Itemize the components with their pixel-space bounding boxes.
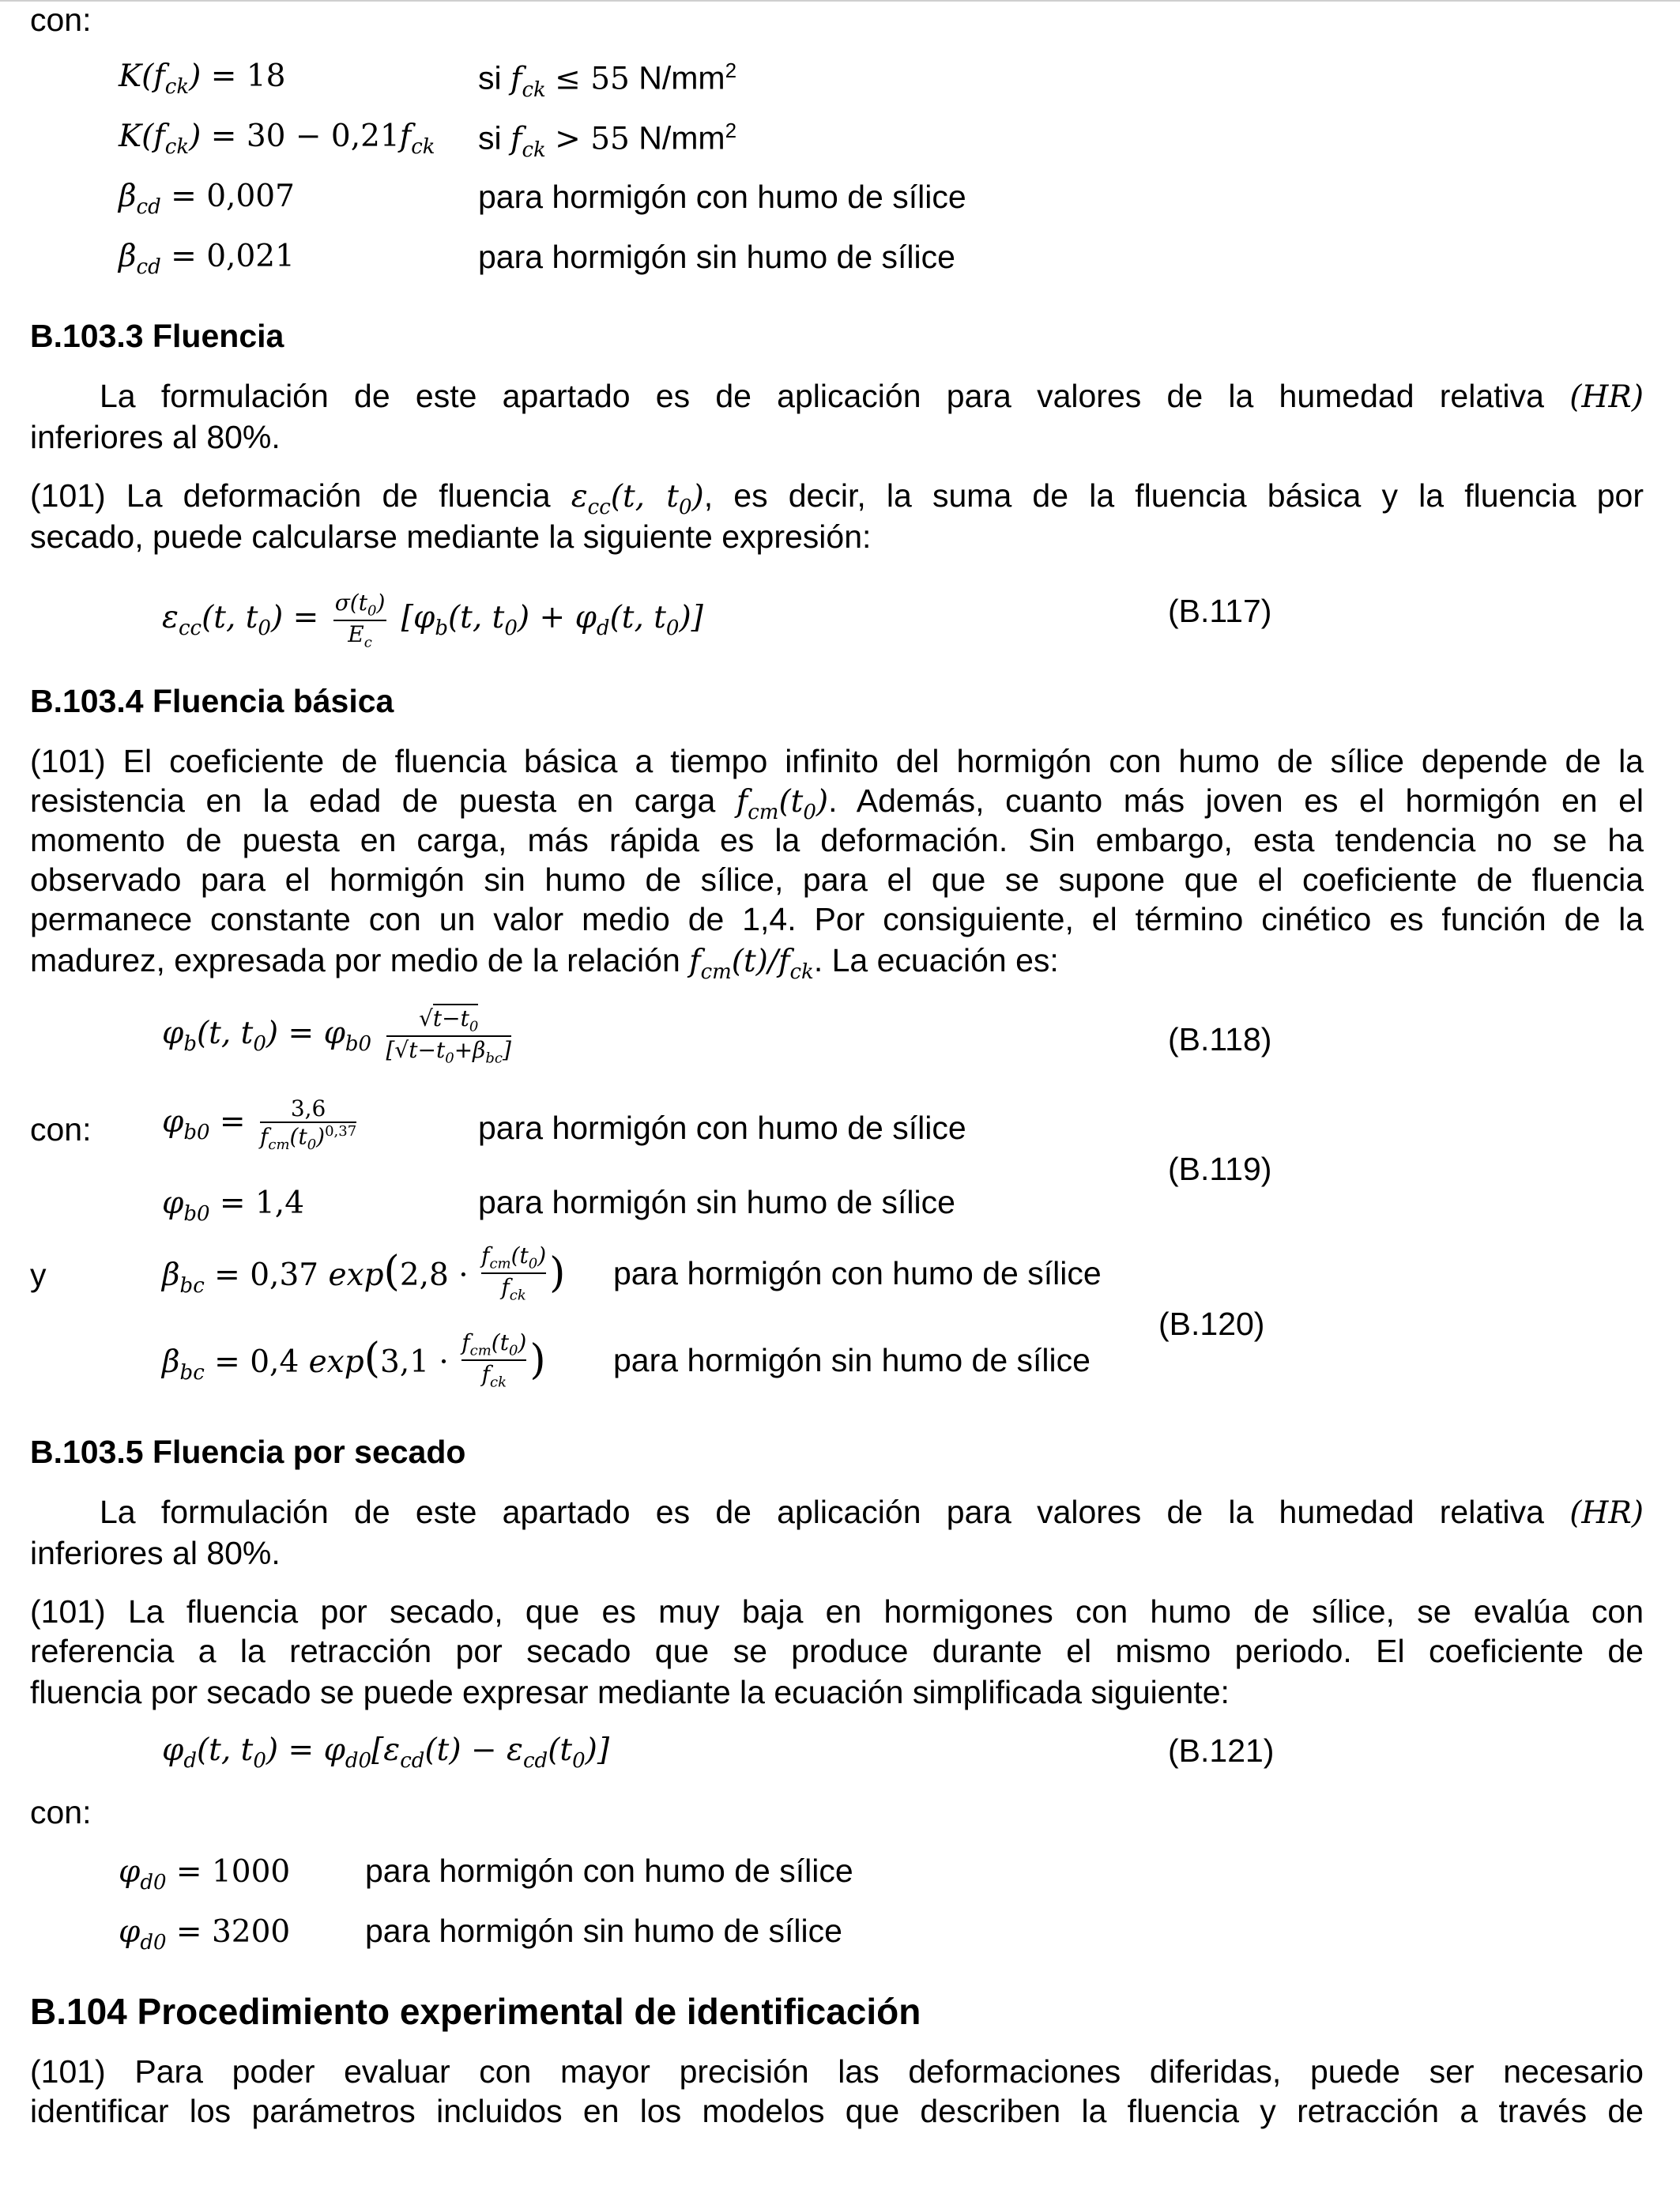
condition-bc-sin-humo: para hormigón sin humo de sílice (613, 1342, 1090, 1378)
con-label-b119: con: (30, 1111, 92, 1148)
s1033-p101-line1: (101) La deformación de fluencia $\varepsilon_{cc}(t$, $t_0$), es decir, la suma de la fluencia básica y la fluencia por (30, 477, 1644, 519)
s1033-intro-line1: La formulación de este apartado es de aplicación para valores de la humedad relativa (HR) (100, 378, 1644, 415)
heading-b104: B.104 Procedimiento experimental de identificación (30, 1991, 921, 2032)
con-label-b121: con: (30, 1794, 92, 1830)
con-label-top: con: (30, 2, 92, 38)
equation-beta-cd-0007: $\beta_{cd} = 0,007$ (119, 179, 295, 219)
s1034-line3: momento de puesta en carga, más rápida es la deformación. Sin embargo, esta tendencia no se ha (30, 822, 1644, 858)
equation-beta-bc-a: $\beta_{bc} = 0,37$ exp(2,8 · $f_{cm}(t_0)$ $f_{ck}$ ) (162, 1242, 566, 1304)
s1034-line1: (101) El coeficiente de fluencia básica a tiempo infinito del hormigón con humo de sílice depende de la (30, 743, 1644, 779)
s104-line2: identificar los parámetros incluidos en los modelos que describen la fluencia y retracción a través de (30, 2093, 1644, 2129)
condition-d0-con-humo: para hormigón con humo de sílice (365, 1853, 853, 1889)
s1034-line2: resistencia en la edad de puesta en carga $f_{cm}(t_0)$. Además, cuanto más joven es el hormigón en el (30, 782, 1644, 824)
condition-sin-humo: para hormigón sin humo de sílice (478, 239, 955, 275)
eqnum-b119: (B.119) (1168, 1151, 1272, 1187)
eqnum-b117: (B.117) (1168, 593, 1272, 629)
condition-bc-con-humo: para hormigón con humo de sílice (613, 1255, 1102, 1291)
equation-b121: $\varphi_d(t$, $t_0) = \varphi_{d0}[\varepsilon_{cd}(t) - \varepsilon_{cd}(t_0)]$ (162, 1732, 610, 1773)
s1034-line4: observado para el hormigón sin humo de sílice, para el que se supone que el coeficiente de fluencia (30, 861, 1644, 898)
s104-line1: (101) Para poder evaluar con mayor precisión las deformaciones diferidas, puede ser necesario (30, 2053, 1644, 2090)
heading-b1034: B.103.4 Fluencia básica (30, 683, 394, 719)
equation-k-fck-30: $K(f_{ck}) = 30 - 0,21f_{ck}$ (119, 119, 435, 159)
condition-con-humo: para hormigón con humo de sílice (478, 179, 966, 215)
equation-phi-b0-a: $\varphi_{b0}$ = 3,6 $f_{cm}(t_0)^{0,37}$ (162, 1095, 357, 1153)
heading-b1033: B.103.3 Fluencia (30, 318, 284, 354)
s1035-intro-line2: inferiores al 80%. (30, 1535, 281, 1571)
equation-k-fck-18: $K(f_{ck}) = 18$ (119, 58, 286, 99)
page-top-border (0, 0, 1680, 2)
equation-b118: $\varphi_b(t$, $t_0) = \varphi_{b0}$ $√t-t_0$ $[√t-t_0+\beta_{bc}]$ (162, 1005, 511, 1067)
s1035-line1: (101) La fluencia por secado, que es muy baja en hormigones con humo de sílice, se evalúa con (30, 1593, 1644, 1630)
condition-b0-con-humo: para hormigón con humo de sílice (478, 1110, 966, 1146)
s1035-line2: referencia a la retracción por secado que se produce durante el mismo periodo. El coeficiente de (30, 1633, 1644, 1669)
eqnum-b118: (B.118) (1168, 1021, 1272, 1057)
condition-fck-le-55: si $f_{ck} \le 55$ $N/mm^2$ (478, 58, 737, 102)
eqnum-b120: (B.120) (1158, 1306, 1265, 1342)
equation-beta-bc-b: $\beta_{bc} = 0,4$ exp(3,1 · $f_{cm}(t_0)$ $f_{ck}$ ) (162, 1329, 546, 1391)
s1035-intro-line1: La formulación de este apartado es de aplicación para valores de la humedad relativa (HR) (100, 1494, 1644, 1531)
y-label: y (30, 1257, 47, 1293)
equation-phi-d0-1000: $\varphi_{d0} = 1000$ (119, 1854, 291, 1894)
equation-b117: $\varepsilon_{cc}(t$, $t_0$) = $\frac{\sigma(t_0)}{E_c}$ [$\varphi_b(t$, $t_0) + \varphi_d(t$, $t_0$)] (162, 590, 703, 651)
s1033-p101-line2: secado, puede calcularse mediante la siguiente expresión: (30, 518, 872, 555)
s1035-line3: fluencia por secado se puede expresar mediante la ecuación simplificada siguiente: (30, 1674, 1230, 1710)
s1033-intro-line2: inferiores al 80%. (30, 419, 281, 455)
s1034-line6: madurez, expresada por medio de la relación $f_{cm}(t)/f_{ck}$. La ecuación es: (30, 942, 1059, 984)
condition-d0-sin-humo: para hormigón sin humo de sílice (365, 1913, 842, 1949)
condition-b0-sin-humo: para hormigón sin humo de sílice (478, 1184, 955, 1220)
equation-beta-cd-0021: $\beta_{cd} = 0,021$ (119, 239, 295, 279)
condition-fck-gt-55: si $f_{ck} > 55$ $N/mm^2$ (478, 119, 737, 162)
eqnum-b121: (B.121) (1168, 1732, 1275, 1769)
s1034-line5: permanece constante con un valor medio de 1,4. Por consiguiente, el término cinético es función de la (30, 901, 1644, 937)
equation-phi-d0-3200: $\varphi_{d0} = 3200$ (119, 1914, 291, 1955)
heading-b1035: B.103.5 Fluencia por secado (30, 1434, 466, 1470)
equation-phi-b0-b: $\varphi_{b0} = 1,4$ (162, 1186, 305, 1226)
